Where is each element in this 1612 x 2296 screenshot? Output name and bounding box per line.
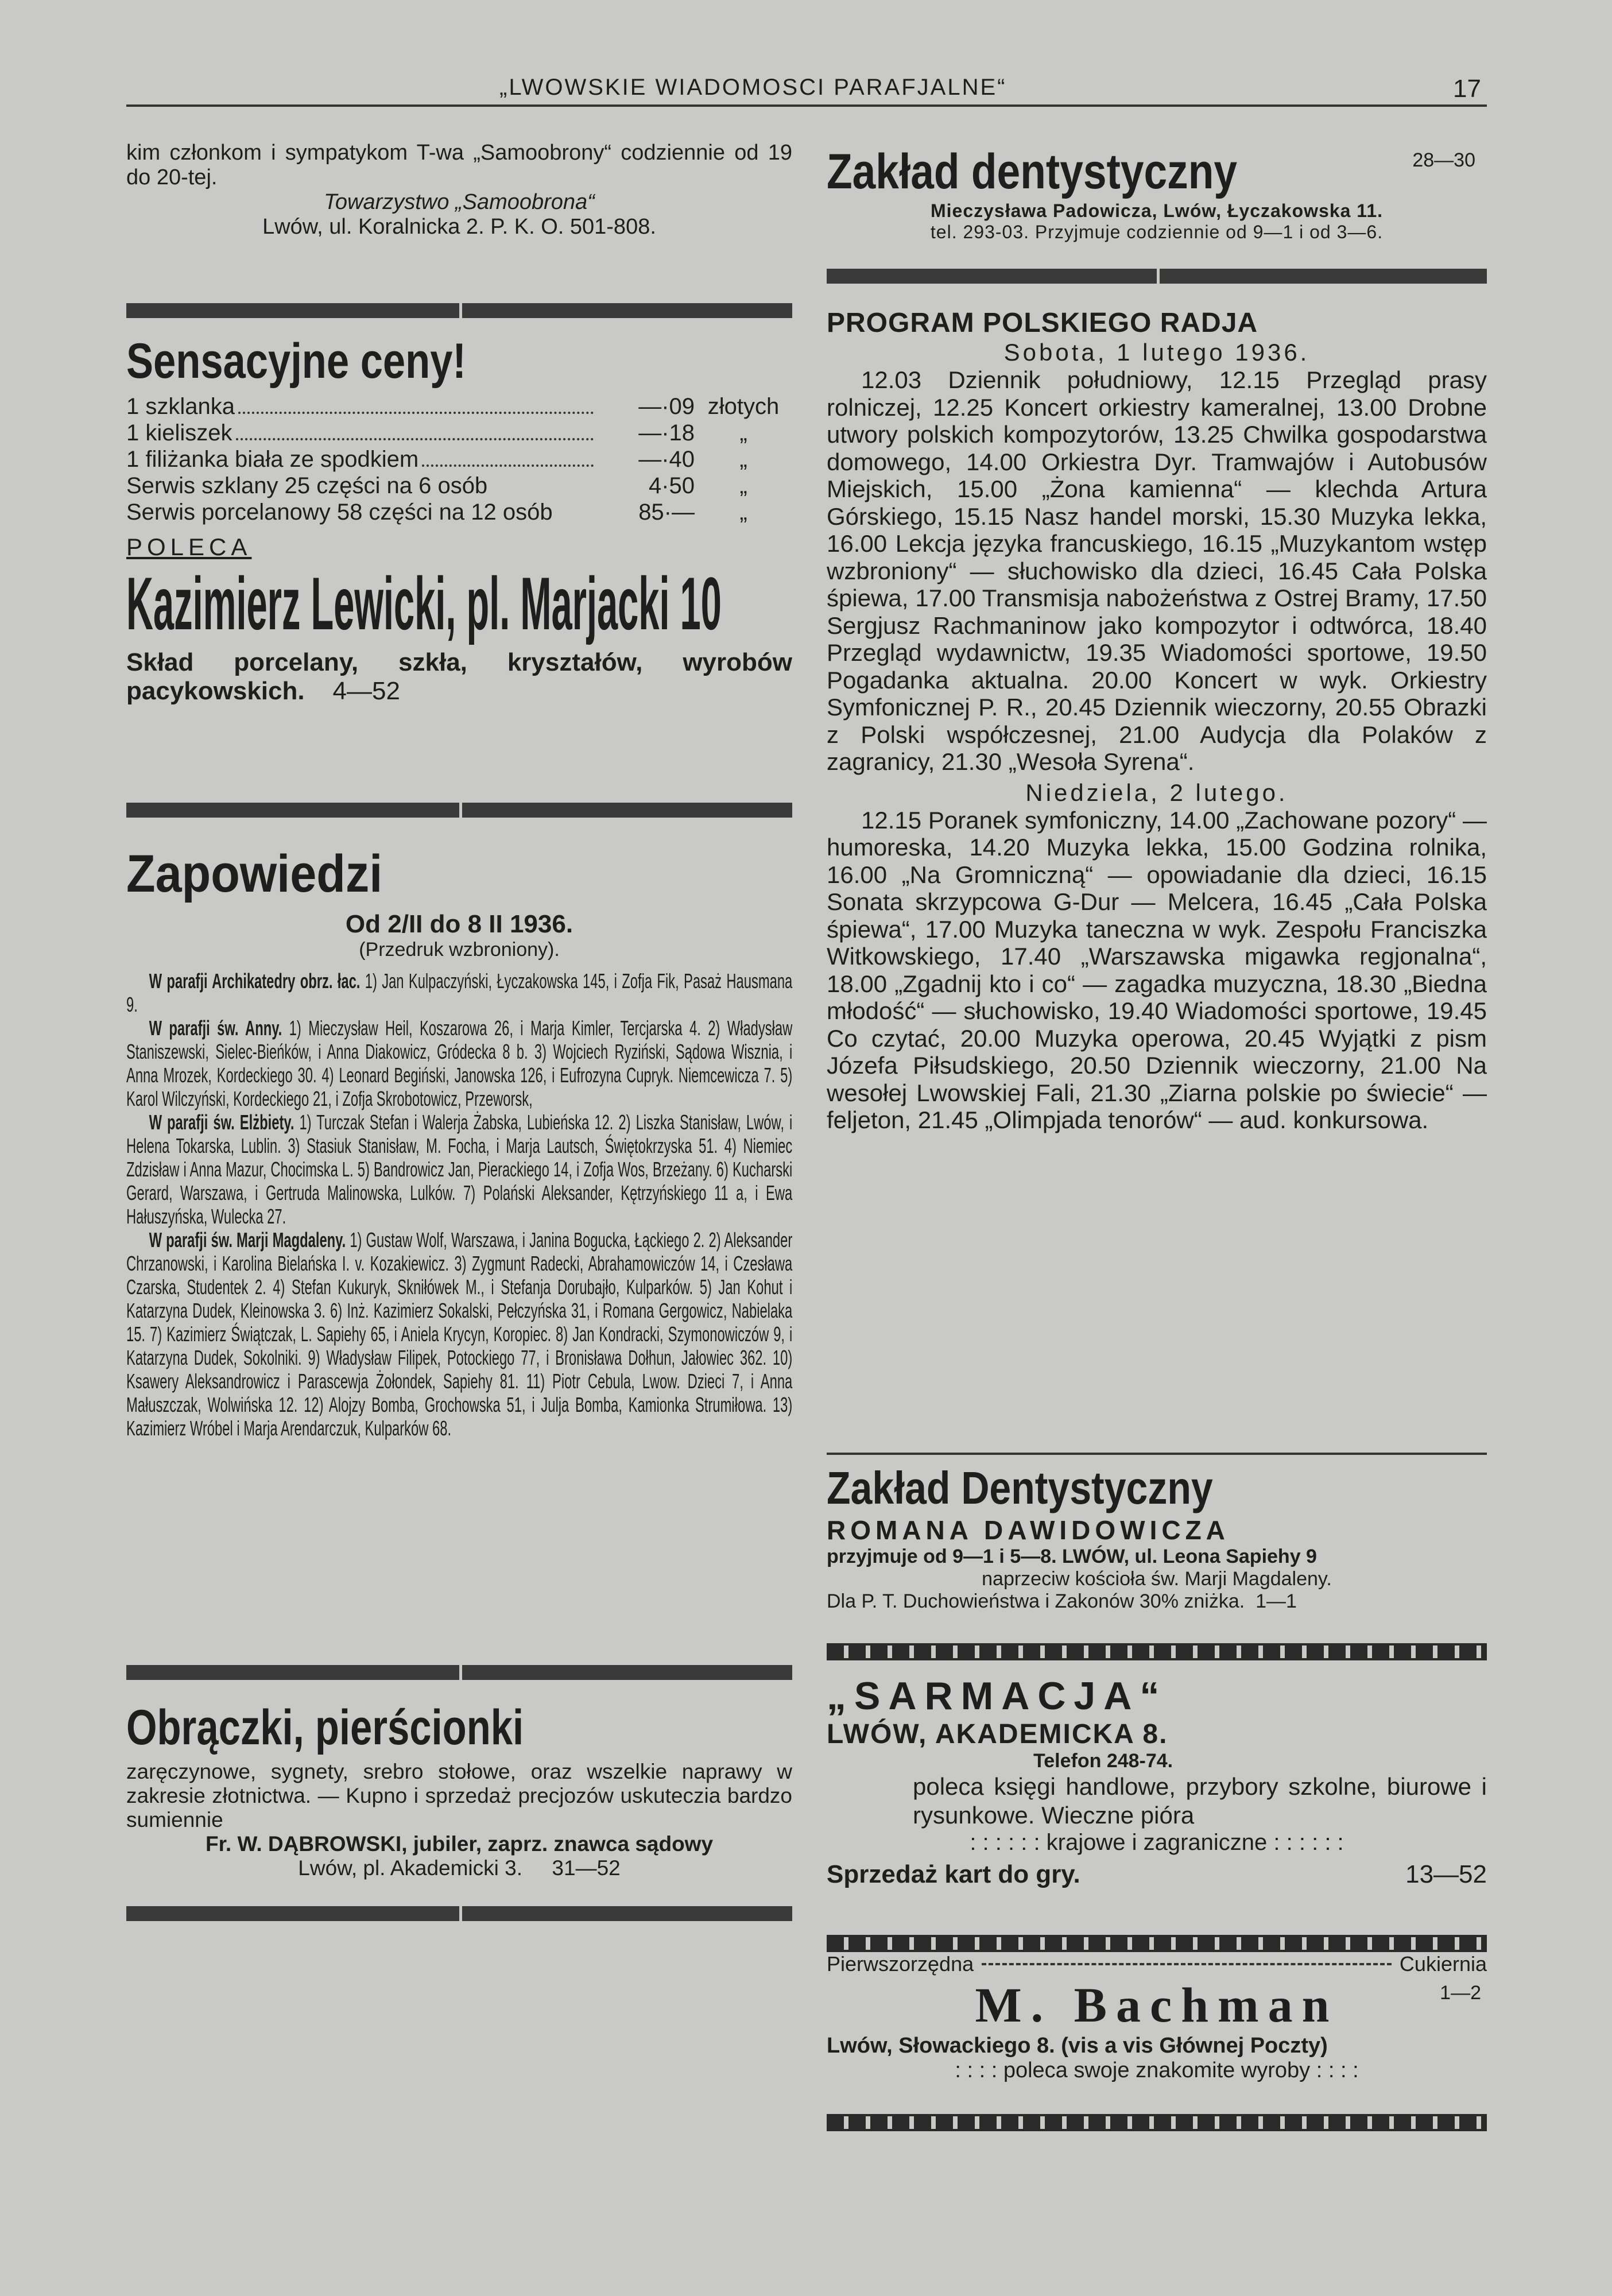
dentist-line: tel. 293-03. Przyjmuje codziennie od 9—1 i od 3—6.: [930, 222, 1384, 242]
radio-schedule: 12.15 Poranek symfoniczny, 14.00 „Zachowane pozory“ — humoreska, 14.20 Muzyka lekka, 15.00 Godzina rolnika, 16.00 „Na Gromniczną“ — opowiadanie dla dzieci, 16.15 Sonata skrzypcowa G-Dur — Melcera, 16.45 „Cała Polska śpiewa“, 17.00 Muzyka taneczna w wyk. Zespołu Franciszka Witkowskiego, 17.40 „Warszawska migawka regjonalna“, 18.00 „Zgadnij kto i co“ — zagadka muzyczna, 18.30 „Biedna młodość“ — słuchowisko, 19.40 Wiadomości sportowe, 19.45 Co czytać, 20.00 Muzyka operowa, 20.45 Wyjątki z pism Józefa Piłsudskiego, 20.50 Dziennik wieczorny, 21.00 Na wesołej Lwowskiej Fali, 21.30 „Ziarna polskie po świecie“ — feljeton, 21.45 „Olimpjada tenorów“ — aud. konkursowa.: [827, 806, 1487, 1133]
separator-bar: [126, 1665, 792, 1680]
dentist-line: Dla P. T. Duchowieństwa i Zakonów 30% zniżka. 1—1: [827, 1590, 1297, 1612]
jeweller-text: zaręczynowe, sygnety, srebro stołowe, oraz wszelkie naprawy w zakresie złotnictwa. — Kupno i sprzedaż precjozów uskuteczia bardzo sumiennie: [126, 1760, 792, 1832]
radio-day: Sobota, 1 lutego 1936.: [1003, 339, 1310, 366]
separator-bar: [126, 1906, 792, 1921]
separator-bar: [126, 303, 792, 318]
price-ad: [126, 333, 792, 706]
separator-bar: [827, 269, 1487, 284]
jeweller-firm: Fr. W. DĄBROWSKI, jubiler, zaprz. znawca sądowy: [205, 1832, 714, 1856]
price-row: 1 kieliszek —·18 „: [126, 420, 747, 446]
radio-schedule: 12.03 Dziennik południowy, 12.15 Przegląd prasy rolniczej, 12.25 Koncert orkiestry kameralnej, 13.00 Drobne utwory polskich kompozytorów, 13.25 Chwilka gospodarstwa domowego, 14.00 Orkiestra Dyr. Tramwajów i Autobusów Miejskich, 15.00 „Żona kamienna“ — klechda Artura Górskiego, 15.15 Nasz handel morski, 15.30 Muzyka lekka, 16.00 Lekcja języka francuskiego, 16.15 „Muzykantom wstęp wzbroniony“ — słuchowisko dla dzieci, 16.45 Cała Polska śpiewa, 17.00 Transmisja nabożeństwa z Ostrej Bramy, 17.50 Sergjusz Rachmaninow jako kompozytor i odtwórca, 18.40 Przegląd wydawnictw, 19.35 Wiadomości sportowe, 19.50 Pogadanka aktualna. 20.00 Koncert w wyk. Orkiestry Symfonicznej P. R., 20.45 Dziennik wieczorny, 20.55 Obrazki z Polski współczesnej, 21.00 Audycja dla Polaków z zagranicy, 21.30 „Wesoła Syrena“.: [827, 366, 1487, 775]
sarmacja-ad: [827, 1674, 1487, 1889]
ornament-bar: [827, 2114, 1487, 2131]
ornament-bar: [827, 1935, 1487, 1952]
jeweller-title: Obrączki, pierścionki: [126, 1700, 524, 1755]
sarmacja-title: „SARMACJA“: [827, 1674, 1168, 1718]
banns-note: (Przedruk wzbroniony).: [359, 939, 560, 961]
bachman-ad: [827, 1952, 1487, 2083]
dentist-name: ROMANA DAWIDOWICZA: [827, 1515, 1230, 1545]
ad-code: 1—2: [1440, 1982, 1481, 2004]
radio-program: [827, 307, 1487, 1134]
price-row: Serwis porcelanowy 58 części na 12 osób 85·— „: [126, 500, 747, 525]
dentist-ad-1: [827, 144, 1487, 243]
sarmacja-address: LWÓW, AKADEMICKA 8.: [827, 1719, 1168, 1749]
notice-signature: Towarzystwo „Samoobrona“: [324, 190, 595, 214]
ornament-bar: [827, 1643, 1487, 1660]
page-header: [126, 75, 1487, 107]
price-row: Serwis szklany 25 części na 6 osób 4·50 „: [126, 473, 747, 498]
notice-address: Lwów, ul. Koralnicka 2. P. K. O. 501-808.: [262, 215, 656, 239]
notice-text: kim członkom i sympatykom T-wa „Samoobrony“ codziennie od 19 do 20-tej.: [126, 141, 792, 189]
dentist-title: Zakład dentystyczny: [827, 144, 1238, 199]
dentist-ad-2: [827, 1453, 1487, 1613]
sarmacja-line: : : : : : : krajowe i zagraniczne : : : : : :: [970, 1830, 1344, 1855]
jeweller-address: Lwów, pl. Akademicki 3. 31—52: [298, 1856, 621, 1880]
bachman-line: : : : : poleca swoje znakomite wyroby : : : :: [955, 2058, 1359, 2082]
parish-entry: W parafji św. Marji Magdaleny. 1) Gustaw Wolf, Warszawa, i Janina Bogucka, Łąckiego 2. 2) Aleksander Chrzanowski, i Karolina Bielańska I. v. Kozakiewicz. 3) Zygmunt Radecki, Abrahamowiczów 14, i Czesława Czarska, Studentek 2. 4) Stefan Kukuryk, Skniłówek M., i Stefanja Dorubajło, Kulparków. 5) Jan Kohut i Katarzyna Dudek, Kleinowska 3. 6) Inż. Kazimierz Sokalski, Pełczyńska 31, i Romana Gergowicz, Nabielaka 15. 7) Kazimierz Świątczak, L. Sapiehy 65, i Aniela Krycyn, Koropiec. 8) Jan Kondracki, Szymonowiczów 9, i Katarzyna Dudek, Sokolniki. 9) Władysław Filipek, Potockiego 77, i Bronisława Dołhun, Jałowiec 362. 10) Ksawery Aleksandrowicz i Parascewja Żołondek, Sapiehy 81. 11) Piotr Cebula, Lwow. Dzieci 7, i Anna Małuszczak, Wolwińska 12. 12) Alojzy Bomba, Grochowska 51, i Julja Bomba, Kamionka Strumiłowa. 13) Kazimierz Wróbel i Marja Arendarczuk, Kulparków 68.: [126, 1228, 793, 1440]
bachman-address: Lwów, Słowackiego 8. (vis a vis Głównej Poczty): [827, 2034, 1328, 2058]
bachman-name: M. Bachman: [975, 1977, 1339, 2032]
banns-section: [126, 844, 792, 1440]
parish-entry: W parafji św. Elżbiety. 1) Turczak Stefan i Walerja Żabska, Lubieńska 12. 2) Liszka Stanisław, Lwów, i Helena Tokarska, Lublin. 3) Stasiuk Stanisław, M. Focha, i Marja Lautsch, Świętokrzyska 51. 4) Niemiec Zdzisław i Anna Mazur, Chocimska L. 5) Bandrowicz Jan, Pierackiego 14, i Zofja Wos, Brzeżany. 6) Kucharski Gerard, Warszawa, i Gertruda Malinowska, Lulków. 7) Polański Aleksander, Kętrzyńskiego 11 a, i Ewa Hałuszyńska, Wulecka 27.: [126, 1110, 793, 1228]
banns-title: Zapowiedzi: [126, 845, 383, 903]
sarmacja-cards: Sprzedaż kart do gry. 13—52: [827, 1860, 1487, 1888]
parish-entry: W parafji Archikatedry obrz. łac. 1) Jan Kulpaczyński, Łyczakowska 145, i Zofja Fik, Pasaż Hausmana 9.: [126, 969, 793, 1016]
parish-entry: W parafji św. Anny. 1) Mieczysław Heil, Koszarowa 26, i Marja Kimler, Tercjarska 4. 2) Władysław Staniszewski, Sielec-Bieńków, i Anna Diakowicz, Gródecka 8 b. 3) Wojciech Ryziński, Sądowa Wisznia, i Anna Mrozek, Kordeckiego 30. 4) Leonard Begiński, Janowska 126, i Eufrozyna Cupryk. Niemcewicza 7. 5) Karol Wilczyński, Kordeckiego 21, i Zofja Skrobotowicz, Przeworsk,: [126, 1016, 793, 1110]
shop-description: Skład porcelany, szkła, kryształów, wyrobów pacykowskich. 4—52: [126, 648, 792, 705]
separator-bar: [126, 803, 792, 818]
shop-name: Kazimierz Lewicki, pl. Marjacki 10: [126, 562, 722, 645]
sarmacja-text: poleca księgi handlowe, przybory szkolne, biurowe i rysunkowe. Wieczne pióra: [913, 1773, 1487, 1829]
publication-title: „LWOWSKIE WIADOMOSCI PARAFJALNE“: [499, 75, 1007, 100]
radio-day: Niedziela, 2 lutego.: [1025, 779, 1288, 806]
price-ad-title: Sensacyjne ceny!: [126, 334, 466, 389]
page-number: 17: [1453, 75, 1481, 103]
bachman-name-row: [827, 1976, 1487, 2034]
price-row: 1 szklanka —·09 złotych: [126, 394, 780, 419]
price-list: [126, 393, 792, 525]
sarmacja-phone: Telefon 248-74.: [1033, 1750, 1173, 1772]
bachman-top: Pierwszorzędna Cukiernia: [827, 1952, 1487, 1976]
ad-code: 28—30: [1412, 149, 1475, 171]
dentist-line: przyjmuje od 9—1 i 5—8. LWÓW, ul. Leona Sapiehy 9: [827, 1546, 1317, 1567]
samoobrona-notice: [126, 141, 792, 239]
poleca-label: POLECA: [126, 533, 252, 560]
jeweller-ad: [126, 1699, 792, 1880]
dentist-line: naprzeciw kościoła św. Marji Magdaleny.: [982, 1568, 1332, 1590]
price-row: 1 filiżanka biała ze spodkiem —·40 „: [126, 447, 747, 472]
dentist-line: Mieczysława Padowicza, Lwów, Łyczakowska 11.: [930, 200, 1384, 221]
banns-dates: Od 2/II do 8 II 1936.: [345, 910, 574, 938]
dentist-title: Zakład Dentystyczny: [827, 1462, 1213, 1513]
radio-title: PROGRAM POLSKIEGO RADJA: [827, 308, 1258, 338]
